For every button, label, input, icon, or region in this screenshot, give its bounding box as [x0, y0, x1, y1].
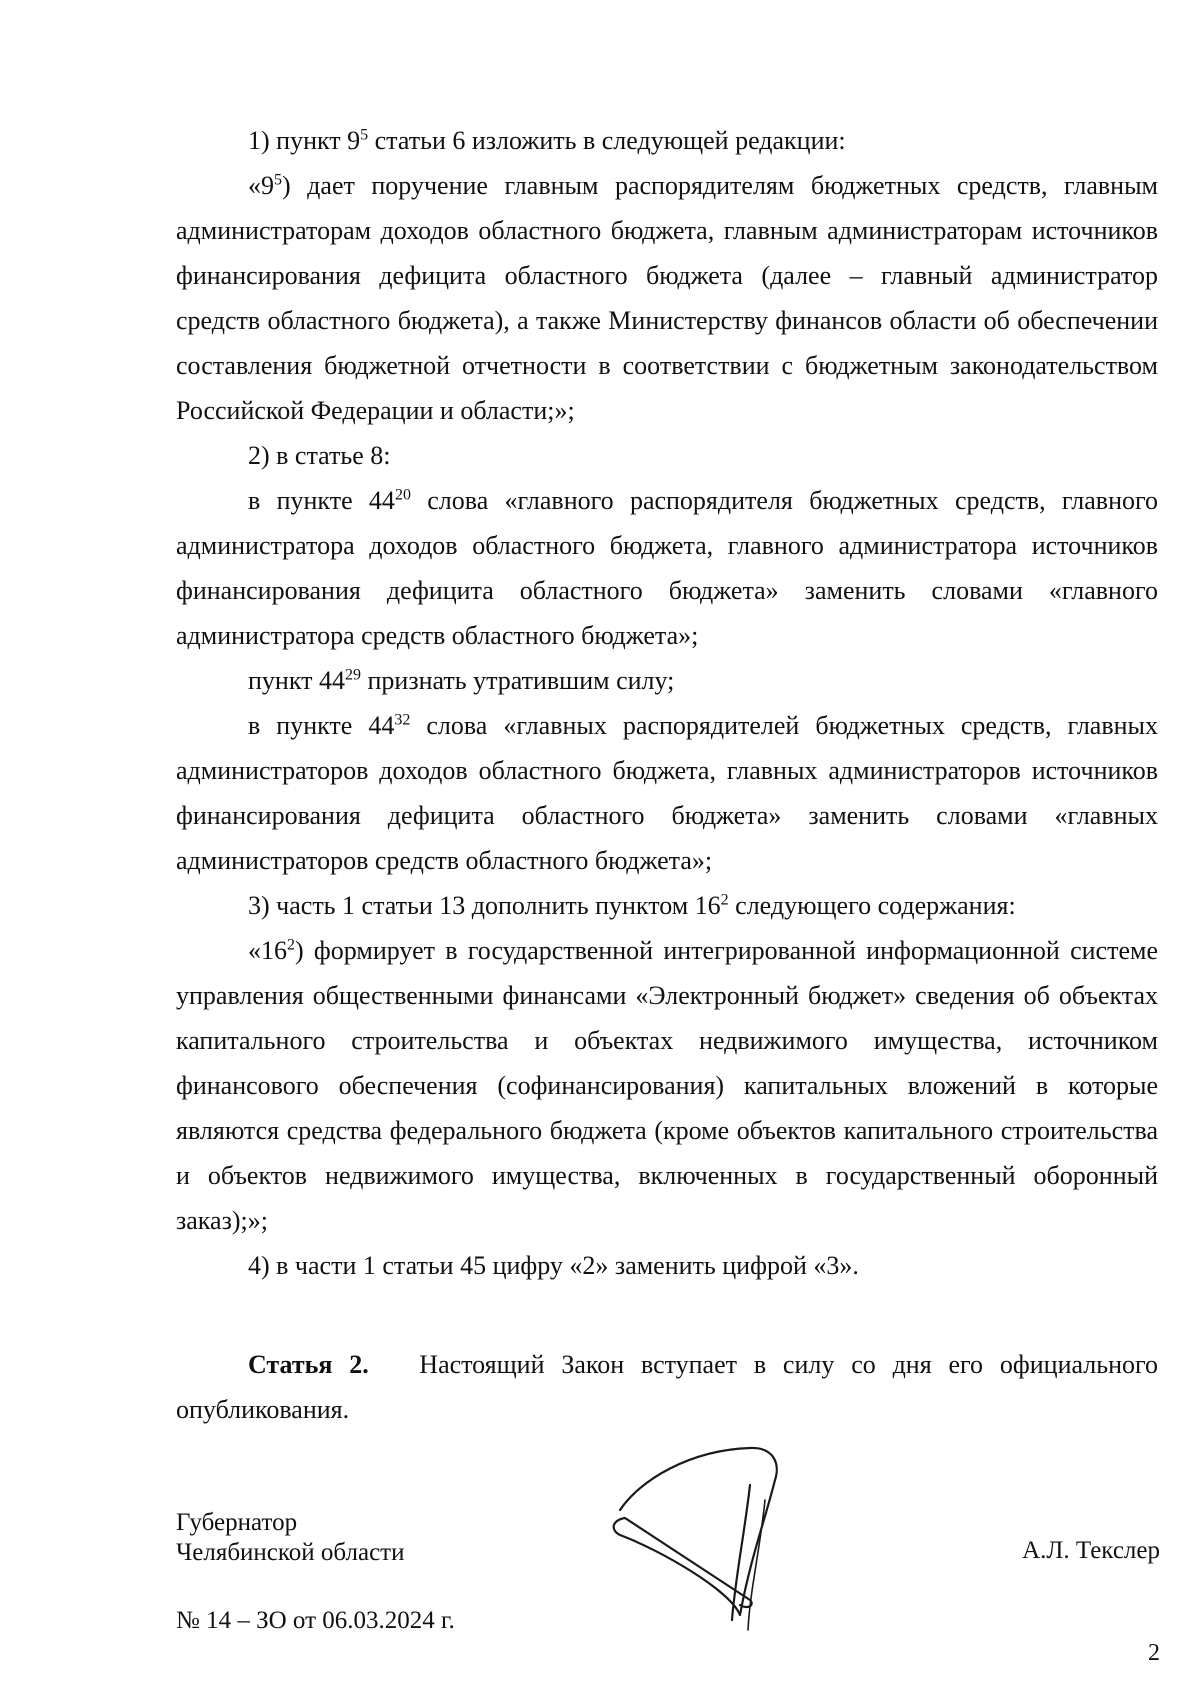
item-2-a-start: в пункте 44 [248, 486, 395, 515]
item-3-sup: 2 [720, 891, 729, 909]
article-2 [176, 1342, 1158, 1432]
governor-title-line2: Челябинской области [176, 1539, 405, 1566]
item-3-quote-text: ) формирует в государственной интегрированной информационной системе управления общественными финансами «Электронный бюджет» сведения об объектах капитального строительства и объектах недвижимого имущества, источником финансового обеспечения (софинансирования) капитальных вложений в которые являются средства федерального бюджета (кроме объектов капитального строительства и объектов недвижимого имущества, включенных в государственный оборонный заказ);»; [176, 936, 1158, 1235]
article-2-text: Настоящий Закон вступает в силу со дня его официального опубликования. [176, 1350, 1159, 1424]
law-number: № 14 – ЗО от 06.03.2024 г. [176, 1607, 455, 1634]
item-3-quote-sup: 2 [287, 936, 295, 954]
item-2-b [176, 658, 1158, 703]
item-3-quote [176, 928, 1158, 1243]
item-1-sup: 5 [360, 126, 369, 144]
item-4: 4) в части 1 статьи 45 цифру «2» заменить цифрой «3». [248, 1251, 859, 1280]
item-3-text: следующего содержания: [728, 891, 1016, 920]
governor-title-line1: Губернатор [176, 1509, 298, 1536]
item-3 [176, 883, 1158, 928]
item-1-text-end: статьи 6 изложить в следующей редакции: [368, 126, 846, 155]
item-3-quote-start: «16 [248, 936, 287, 965]
item-1 [176, 118, 1158, 163]
governor-title [176, 1508, 404, 1568]
item-2-c-start: в пункте 44 [248, 711, 395, 740]
handwritten-signature [600, 1440, 810, 1635]
item-3-start: 3) часть 1 статьи 13 дополнить пунктом 16 [248, 891, 721, 920]
item-2-c-sup: 32 [394, 711, 411, 729]
item-2-b-start: пункт 44 [248, 666, 345, 695]
item-1-text: 1) пункт 9 [248, 126, 361, 155]
amendments-text [176, 118, 1158, 1288]
signer-name: А.Л. Текслер [1022, 1537, 1160, 1564]
page-number: 2 [1148, 1640, 1160, 1666]
article-2-label: Статья 2. [248, 1350, 369, 1379]
item-1-quote [176, 163, 1158, 433]
item-2-b-text: признать утратившим силу; [360, 666, 675, 695]
item-2-c [176, 703, 1158, 883]
item-1-quote-start: «9 [248, 171, 274, 200]
item-1-quote-text: ) дает поручение главным распорядителям бюджетных средств, главным администраторам доходов областного бюджета, главным администраторам источников финансирования дефицита областного бюджета (далее – главный администратор средств областного бюджета), а также Министерству финансов области об обеспечении составления бюджетной отчетности в соответствии с бюджетным законодательством Российской Федерации и области;»; [176, 171, 1158, 425]
item-2-b-sup: 29 [344, 666, 361, 684]
item-2-a-sup: 20 [394, 486, 411, 504]
item-2: 2) в статье 8: [248, 441, 391, 470]
item-2-a-text: слова «главного распорядителя бюджетных средств, главного администратора доходов областного бюджета, главного администратора источников финансирования дефицита областного бюджета» заменить словами «главного администратора средств областного бюджета»; [176, 486, 1158, 650]
item-2-c-text: слова «главных распорядителей бюджетных средств, главных администраторов доходов областного бюджета, главных администраторов источников финансирования дефицита областного бюджета» заменить словами «главных администраторов средств областного бюджета»; [176, 711, 1159, 875]
item-1-quote-sup: 5 [274, 171, 282, 189]
item-2-a [176, 478, 1158, 658]
